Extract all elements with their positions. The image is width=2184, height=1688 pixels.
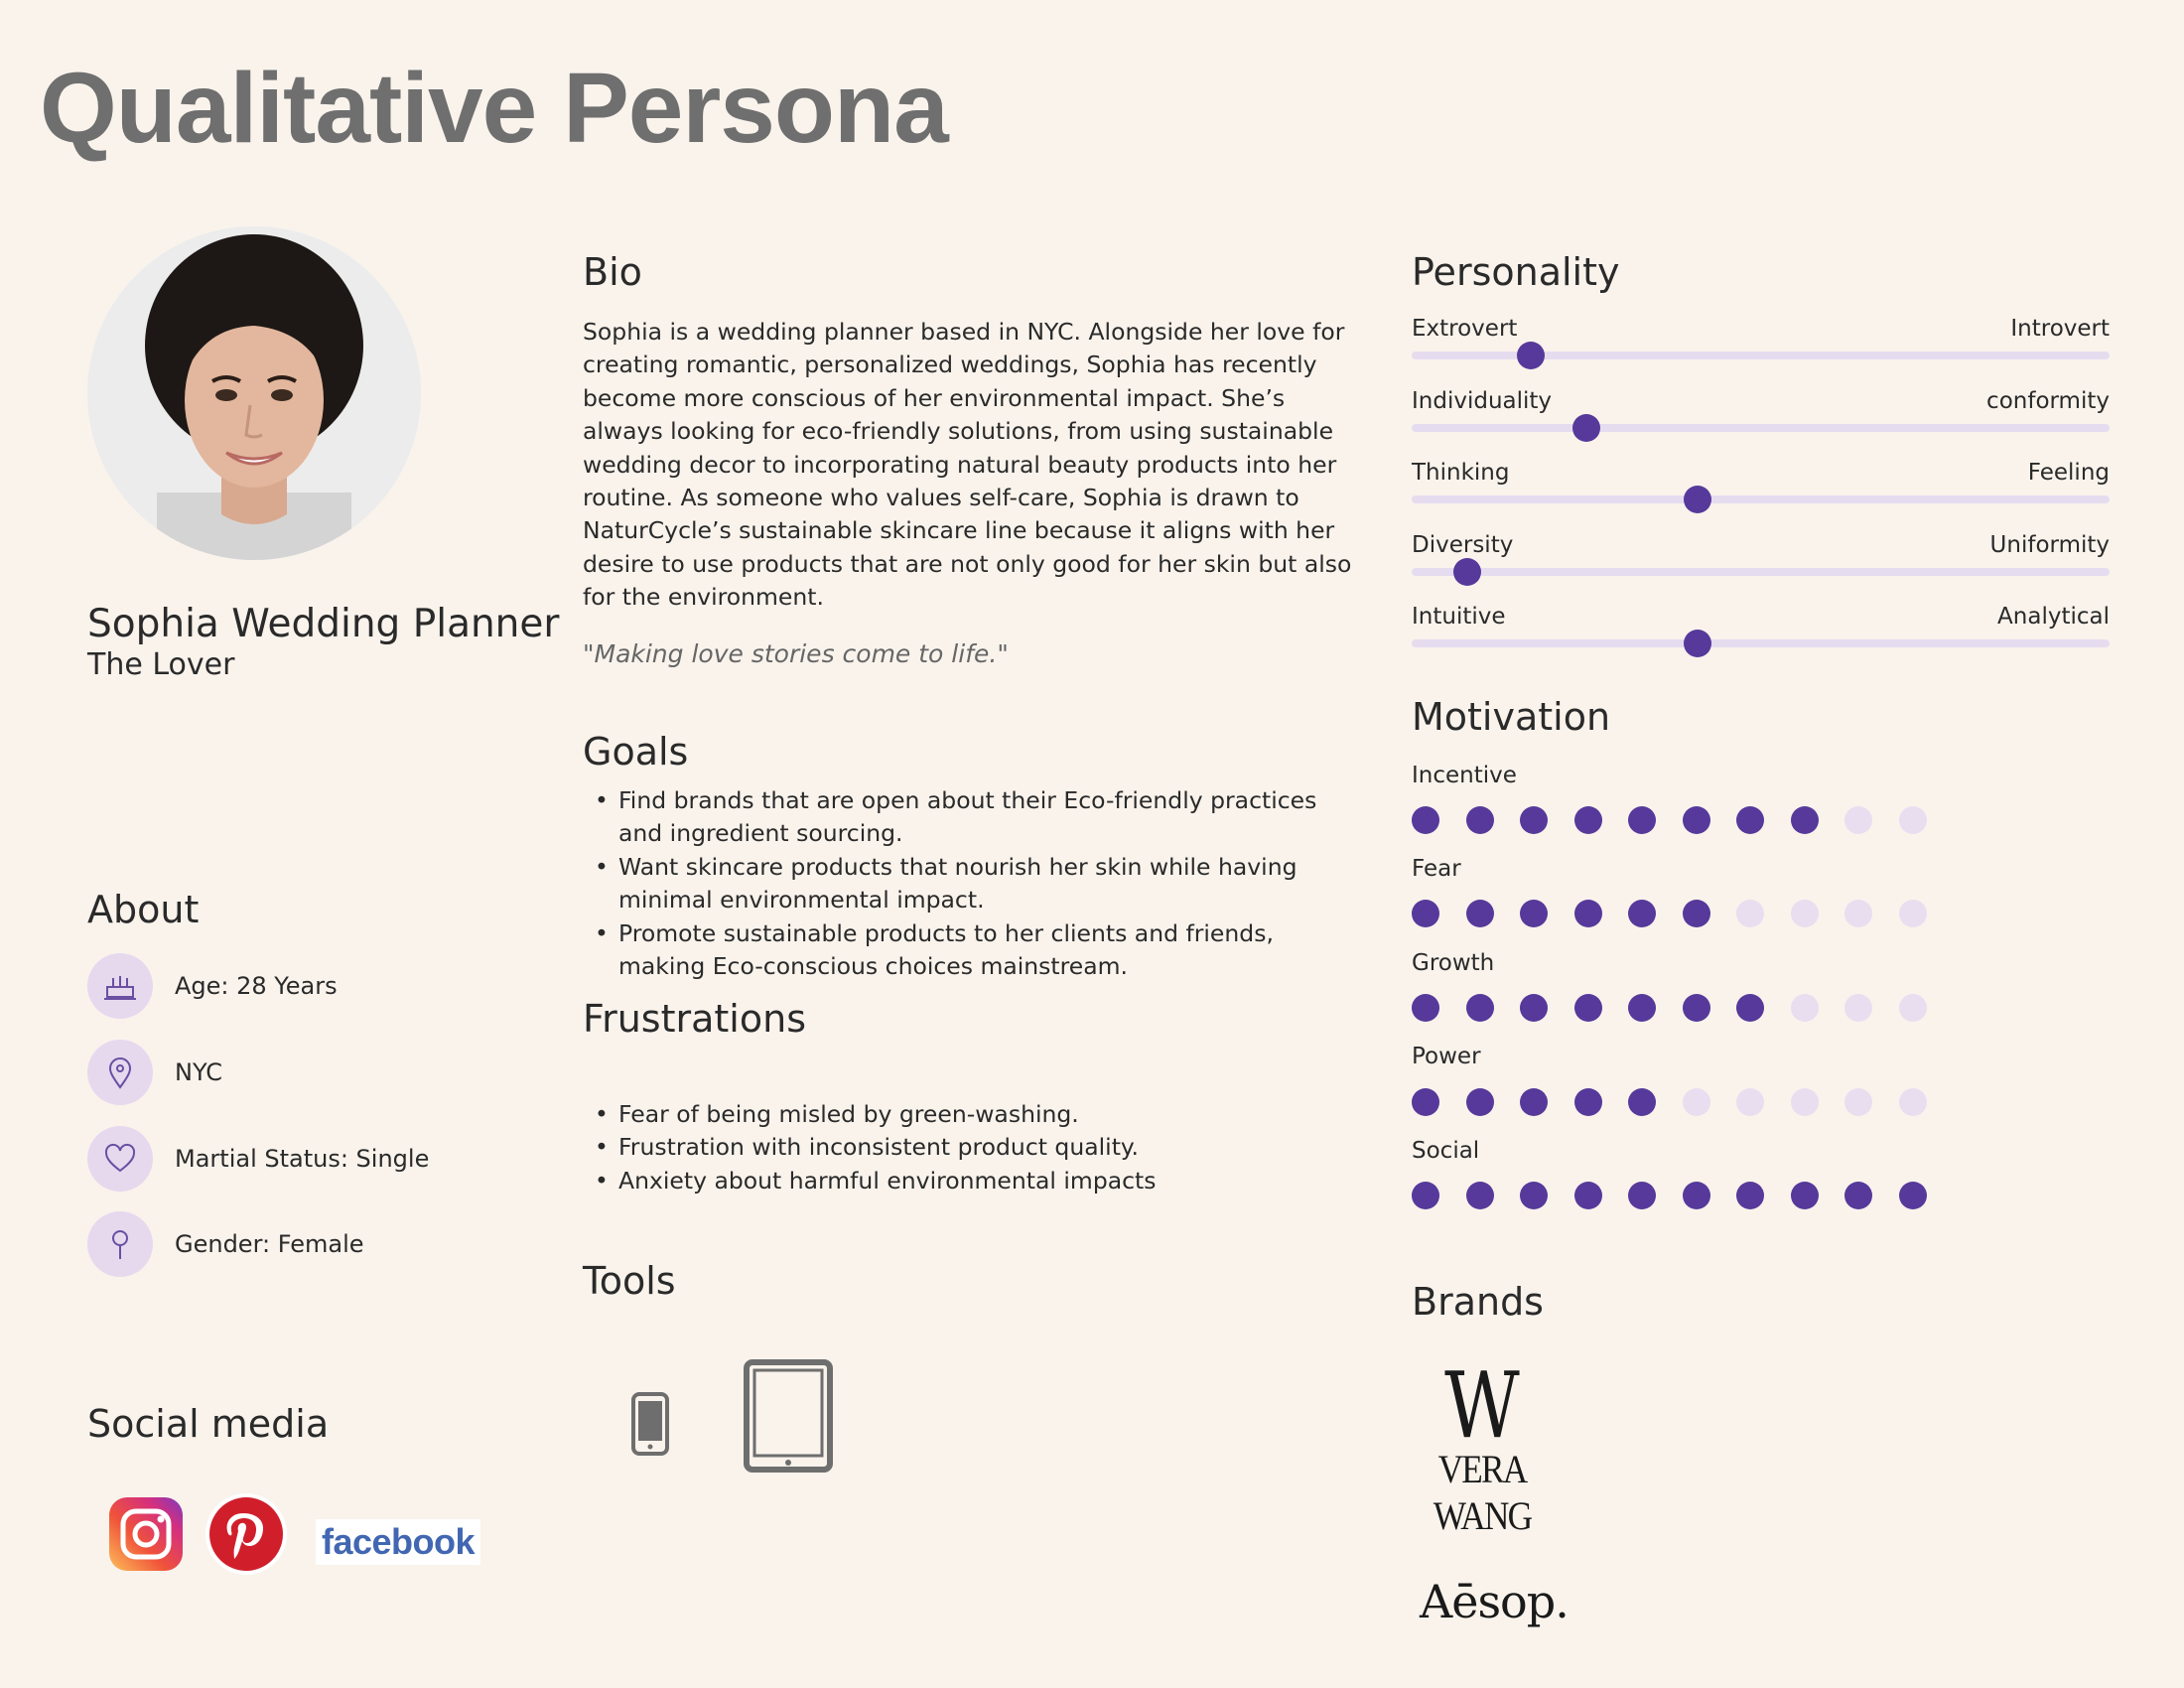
motivation-label: Growth	[1412, 950, 1495, 976]
rating-dot-filled	[1791, 1182, 1819, 1209]
smartphone-icon	[631, 1392, 669, 1460]
bio-quote: "Making love stories come to life."	[583, 639, 1009, 668]
rating-dot-empty	[1844, 806, 1872, 834]
about-age: Age: 28 Years	[175, 972, 338, 1000]
trait-right-label: Analytical	[1997, 604, 2110, 630]
rating-dot-empty	[1791, 1088, 1819, 1116]
goals-heading: Goals	[583, 730, 689, 774]
trait-knob	[1453, 558, 1481, 586]
rating-dot-filled	[1736, 806, 1764, 834]
avatar	[87, 226, 421, 560]
trait-left-label: Intuitive	[1412, 604, 1506, 630]
trait-track	[1412, 568, 2110, 576]
rating-dot-filled	[1574, 1088, 1602, 1116]
rating-dot-empty	[1791, 900, 1819, 927]
instagram-icon[interactable]	[107, 1495, 185, 1577]
rating-dot-filled	[1683, 806, 1710, 834]
rating-dot-filled	[1574, 994, 1602, 1022]
rating-dot-empty	[1899, 900, 1927, 927]
about-location: NYC	[175, 1058, 223, 1086]
rating-dot-filled	[1520, 806, 1548, 834]
about-age-row	[87, 953, 338, 1019]
rating-dot-filled	[1520, 1088, 1548, 1116]
rating-dot-filled	[1412, 900, 1439, 927]
rating-dot-empty	[1736, 900, 1764, 927]
goal-item: • Promote sustainable products to her clients and friends, making Eco-conscious choices mainstream.	[583, 917, 1357, 984]
rating-dot-filled	[1520, 994, 1548, 1022]
frustrations-heading: Frustrations	[583, 997, 806, 1041]
rating-dot-empty	[1899, 994, 1927, 1022]
rating-dot-filled	[1683, 1182, 1710, 1209]
trait-right-label: Feeling	[2027, 460, 2110, 486]
rating-dot-filled	[1574, 1182, 1602, 1209]
vera-wang-logo	[1390, 1352, 1574, 1539]
about-gender: Gender: Female	[175, 1230, 364, 1258]
social-media-heading: Social media	[87, 1402, 330, 1446]
about-gender-row	[87, 1211, 364, 1277]
pinterest-icon[interactable]	[204, 1495, 289, 1581]
trait-knob	[1572, 414, 1600, 442]
rating-dot-filled	[1628, 900, 1656, 927]
motivation-rating	[1412, 900, 1953, 927]
vera-wang-monogram: W	[1444, 1352, 1520, 1459]
rating-dot-empty	[1683, 1088, 1710, 1116]
rating-dot-filled	[1466, 1182, 1494, 1209]
tools-heading: Tools	[583, 1259, 676, 1303]
rating-dot-filled	[1412, 1088, 1439, 1116]
brands-heading: Brands	[1412, 1280, 1544, 1324]
facebook-logo[interactable]	[316, 1519, 480, 1565]
rating-dot-filled	[1736, 1182, 1764, 1209]
vera-wang-wordmark: VERA WANG	[1433, 1447, 1532, 1538]
rating-dot-filled	[1466, 900, 1494, 927]
trait-left-label: Thinking	[1412, 460, 1510, 486]
personality-trait	[1412, 388, 2110, 448]
motivation-label: Incentive	[1412, 763, 1517, 788]
frustration-item: • Anxiety about harmful environmental impacts	[583, 1165, 1357, 1197]
rating-dot-filled	[1520, 1182, 1548, 1209]
aesop-wordmark: Aēsop.	[1420, 1575, 1569, 1628]
gender-icon	[87, 1211, 153, 1277]
trait-knob	[1684, 486, 1711, 513]
trait-track	[1412, 495, 2110, 503]
rating-dot-filled	[1628, 1088, 1656, 1116]
trait-track	[1412, 424, 2110, 432]
tablet-icon	[744, 1359, 833, 1477]
rating-dot-filled	[1574, 806, 1602, 834]
rating-dot-filled	[1683, 900, 1710, 927]
rating-dot-empty	[1899, 1088, 1927, 1116]
facebook-wordmark: facebook	[322, 1521, 476, 1562]
motivation-rating	[1412, 1088, 1953, 1116]
frustrations-list	[583, 1098, 1357, 1197]
rating-dot-filled	[1466, 1088, 1494, 1116]
rating-dot-empty	[1791, 994, 1819, 1022]
aesop-logo	[1420, 1575, 1569, 1628]
rating-dot-filled	[1466, 994, 1494, 1022]
page-title: Qualitative Persona	[40, 53, 948, 164]
rating-dot-filled	[1574, 900, 1602, 927]
goal-item: • Find brands that are open about their Eco-friendly practices and ingredient sourcing.	[583, 784, 1357, 851]
trait-right-label: conformity	[1986, 388, 2110, 414]
trait-left-label: Individuality	[1412, 388, 1553, 414]
rating-dot-empty	[1736, 1088, 1764, 1116]
rating-dot-filled	[1520, 900, 1548, 927]
motivation-rating	[1412, 806, 1953, 834]
rating-dot-filled	[1791, 806, 1819, 834]
rating-dot-filled	[1628, 1182, 1656, 1209]
bio-heading: Bio	[583, 250, 642, 294]
motivation-label: Fear	[1412, 856, 1461, 882]
trait-track	[1412, 639, 2110, 647]
motivation-label: Social	[1412, 1138, 1480, 1164]
location-pin-icon	[87, 1040, 153, 1105]
trait-knob	[1684, 630, 1711, 657]
motivation-rating	[1412, 994, 1953, 1022]
rating-dot-filled	[1628, 806, 1656, 834]
about-marital-status: Martial Status: Single	[175, 1145, 430, 1173]
cake-icon	[87, 953, 153, 1019]
rating-dot-empty	[1844, 900, 1872, 927]
persona-name: Sophia Wedding Planner	[87, 602, 560, 646]
trait-right-label: Uniformity	[1989, 532, 2110, 558]
personality-trait	[1412, 532, 2110, 592]
goal-item: • Want skincare products that nourish her skin while having minimal environmental impact.	[583, 851, 1357, 917]
about-status-row	[87, 1126, 429, 1192]
trait-right-label: Introvert	[2010, 316, 2110, 342]
personality-trait	[1412, 460, 2110, 519]
rating-dot-empty	[1844, 994, 1872, 1022]
trait-left-label: Extrovert	[1412, 316, 1518, 342]
frustration-item: • Frustration with inconsistent product quality.	[583, 1131, 1357, 1164]
about-location-row	[87, 1040, 222, 1105]
rating-dot-filled	[1683, 994, 1710, 1022]
motivation-label: Power	[1412, 1044, 1481, 1069]
rating-dot-filled	[1844, 1182, 1872, 1209]
motivation-heading: Motivation	[1412, 695, 1611, 739]
frustration-item: • Fear of being misled by green-washing.	[583, 1098, 1357, 1131]
personality-heading: Personality	[1412, 250, 1620, 294]
rating-dot-filled	[1412, 1182, 1439, 1209]
goals-list	[583, 784, 1357, 983]
trait-left-label: Diversity	[1412, 532, 1514, 558]
motivation-rating	[1412, 1182, 1953, 1209]
personality-trait	[1412, 604, 2110, 663]
rating-dot-filled	[1466, 806, 1494, 834]
rating-dot-filled	[1736, 994, 1764, 1022]
about-heading: About	[87, 888, 200, 931]
personality-trait	[1412, 316, 2110, 375]
persona-archetype: The Lover	[87, 647, 235, 682]
trait-knob	[1517, 342, 1545, 369]
rating-dot-filled	[1899, 1182, 1927, 1209]
bio-text: Sophia is a wedding planner based in NYC. Alongside her love for creating romantic, personalized weddings, Sophia has recently become more conscious of her environmental impact. She’s always looking for eco-friendly solutions, from using sustainable wedding decor to incorporating natural beauty products into her routine. As someone who values self-care, Sophia is drawn to NaturCycle’s sustainable skincare line because it aligns with her desire to use products that are not only good for her skin but also for the environment.	[583, 318, 1352, 612]
rating-dot-filled	[1628, 994, 1656, 1022]
rating-dot-empty	[1844, 1088, 1872, 1116]
rating-dot-filled	[1412, 994, 1439, 1022]
heart-icon	[87, 1126, 153, 1192]
rating-dot-filled	[1412, 806, 1439, 834]
rating-dot-empty	[1899, 806, 1927, 834]
